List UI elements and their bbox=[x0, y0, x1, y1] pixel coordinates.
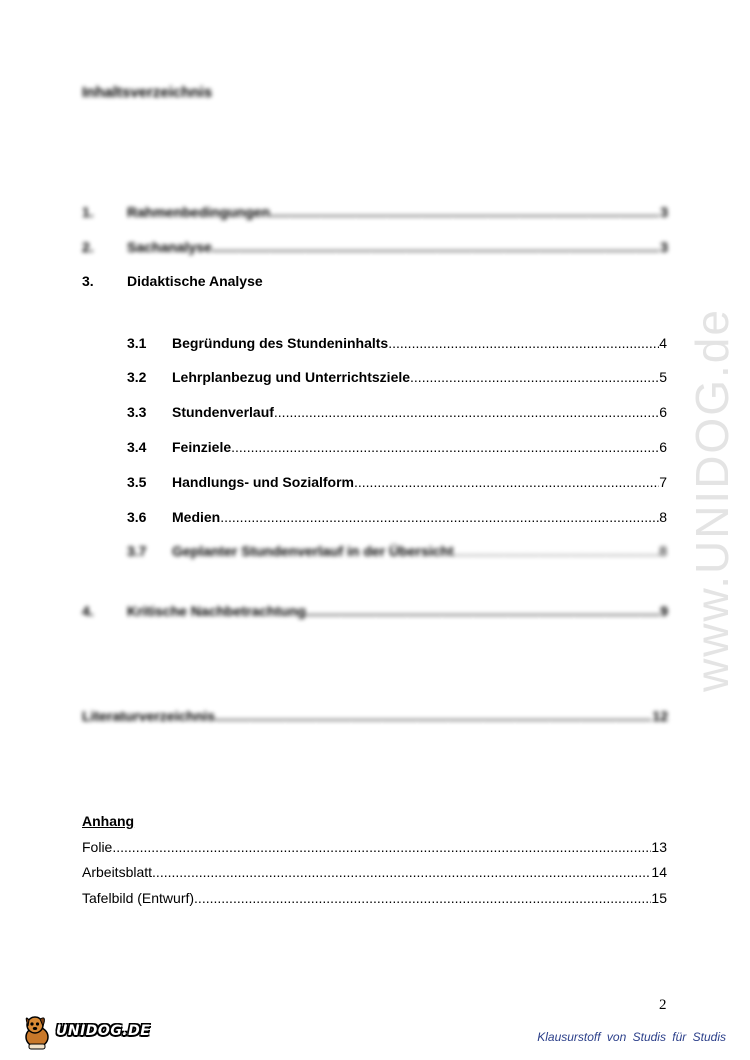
toc-entry-page: 6 bbox=[659, 404, 667, 420]
toc-entry-page: 8 bbox=[659, 543, 667, 559]
toc-section-3 bbox=[82, 272, 263, 290]
toc-entry-title: Feinziele bbox=[172, 439, 232, 455]
toc-entry-page: 9 bbox=[660, 603, 668, 619]
toc-entry-title: Kritische Nachbetrachtung bbox=[127, 603, 306, 619]
toc-entry-title: Tafelbild (Entwurf) bbox=[82, 890, 195, 906]
toc-entry-3-6 bbox=[127, 508, 667, 526]
toc-entry-3-7 bbox=[127, 542, 667, 560]
toc-entry-page: 13 bbox=[651, 839, 667, 855]
appendix-entry-tafelbild bbox=[82, 889, 667, 907]
toc-leader-dots bbox=[194, 889, 651, 907]
toc-entry-title: Stundenverlauf bbox=[172, 404, 274, 420]
toc-entry-page: 7 bbox=[659, 474, 667, 490]
footer-tagline: Klausurstoff von Studis für Studis bbox=[537, 1030, 726, 1044]
toc-leader-dots bbox=[212, 238, 660, 256]
toc-entry-title: Geplanter Stundenverlauf in der Übersicht bbox=[172, 543, 454, 559]
toc-entry-literature bbox=[82, 707, 668, 725]
toc-leader-dots bbox=[410, 368, 659, 386]
toc-entry-number: 3.1 bbox=[127, 335, 147, 351]
toc-entry-3-5 bbox=[127, 473, 667, 491]
toc-entry-3-3 bbox=[127, 403, 667, 421]
toc-entry-page: 4 bbox=[659, 335, 667, 351]
toc-entry-3-2 bbox=[127, 368, 667, 386]
toc-entry-title: Folie bbox=[82, 839, 113, 855]
toc-entry-number: 3.4 bbox=[127, 439, 147, 455]
toc-entry-number: 3.5 bbox=[127, 474, 147, 490]
toc-entry-4 bbox=[82, 602, 668, 620]
toc-entry-page: 3 bbox=[660, 239, 668, 255]
toc-leader-dots bbox=[454, 542, 660, 560]
toc-leader-dots bbox=[354, 473, 659, 491]
toc-entry-number: 3.2 bbox=[127, 369, 147, 385]
toc-entry-page: 15 bbox=[651, 890, 667, 906]
toc-entry-title: Lehrplanbezug und Unterrichtsziele bbox=[172, 369, 411, 385]
toc-entry-2 bbox=[82, 238, 668, 256]
toc-entry-title: Literaturverzeichnis bbox=[82, 708, 216, 724]
toc-entry-1 bbox=[82, 203, 668, 221]
toc-entry-3-1 bbox=[127, 334, 667, 352]
unidog-logo bbox=[20, 1010, 155, 1052]
appendix-heading: Anhang bbox=[82, 813, 135, 829]
toc-entry-page: 8 bbox=[659, 509, 667, 525]
toc-entry-number: 1. bbox=[82, 204, 94, 220]
toc-entry-title: Arbeitsblatt bbox=[82, 864, 153, 880]
toc-leader-dots bbox=[388, 334, 659, 352]
toc-entry-title: Begründung des Stundeninhalts bbox=[172, 335, 389, 351]
toc-entry-number: 3.3 bbox=[127, 404, 147, 420]
toc-leader-dots bbox=[306, 602, 660, 620]
page-number: 2 bbox=[659, 997, 667, 1013]
toc-leader-dots bbox=[220, 508, 659, 526]
toc-entry-number: 3. bbox=[82, 273, 94, 289]
toc-entry-title: Medien bbox=[172, 509, 221, 525]
toc-leader-dots bbox=[231, 438, 659, 456]
appendix-entry-folie bbox=[82, 838, 667, 856]
toc-entry-title: Didaktische Analyse bbox=[127, 273, 263, 289]
toc-entry-number: 2. bbox=[82, 239, 94, 255]
toc-leader-dots bbox=[112, 838, 651, 856]
toc-leader-dots bbox=[274, 403, 659, 421]
toc-entry-3-4 bbox=[127, 438, 667, 456]
toc-leader-dots bbox=[215, 707, 652, 725]
toc-entry-page: 6 bbox=[659, 439, 667, 455]
logo-text: UNIDOG.DE bbox=[56, 1023, 151, 1039]
toc-entry-number: 4. bbox=[82, 603, 94, 619]
toc-entry-number: 3.7 bbox=[127, 543, 147, 559]
toc-leader-dots bbox=[270, 203, 660, 221]
toc-entry-title: Handlungs- und Sozialform bbox=[172, 474, 354, 490]
toc-entry-page: 14 bbox=[651, 864, 667, 880]
toc-entry-number: 3.6 bbox=[127, 509, 147, 525]
toc-entry-title: Sachanalyse bbox=[127, 239, 212, 255]
toc-entry-title: Rahmenbedingungen bbox=[127, 204, 271, 220]
toc-entry-page: 5 bbox=[659, 369, 667, 385]
toc-entry-page: 12 bbox=[652, 708, 668, 724]
appendix-entry-arbeitsblatt bbox=[82, 863, 667, 881]
toc-leader-dots bbox=[152, 863, 651, 881]
toc-entry-page: 3 bbox=[660, 204, 668, 220]
document-title: Inhaltsverzeichnis bbox=[82, 84, 213, 101]
watermark: www.UNIDOG.de bbox=[686, 308, 738, 692]
dog-icon bbox=[20, 1011, 54, 1051]
